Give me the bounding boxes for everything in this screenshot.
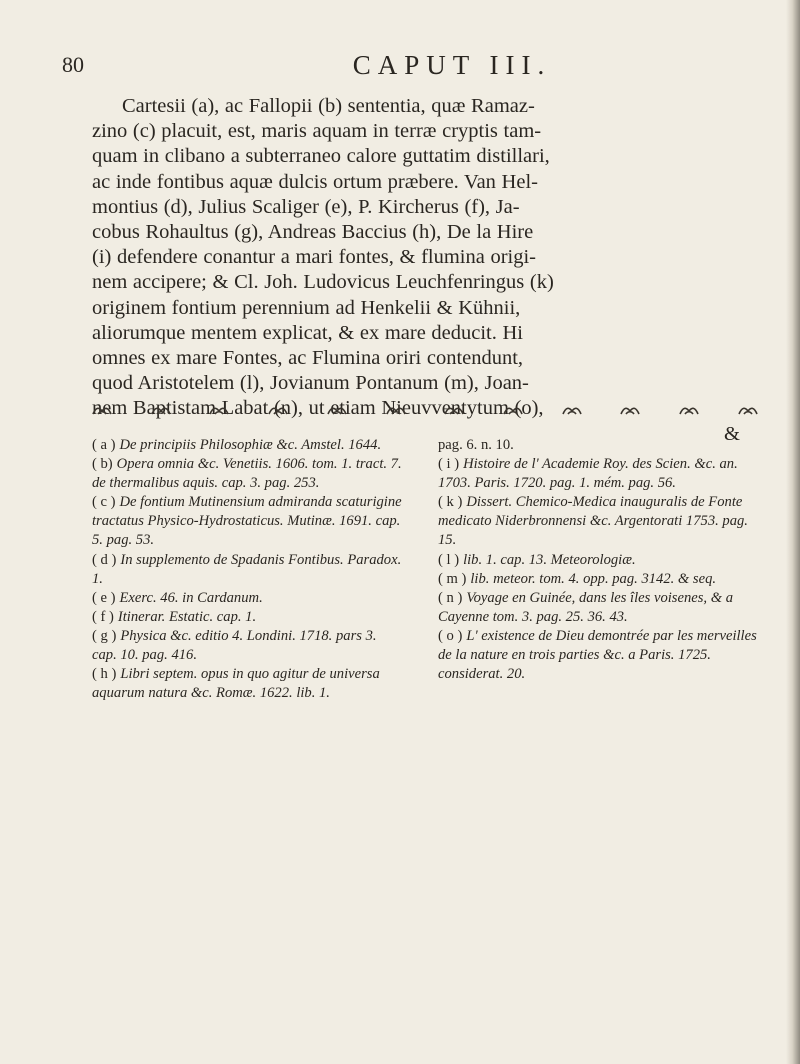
footnote <box>438 493 758 550</box>
text-line: cobus Rohaultus (g), Andreas Baccius (h), De la Hire <box>92 221 534 244</box>
text-line: Cartesii (a), ac Fallopii (b) sententia, quæ Ramaz- <box>122 95 535 117</box>
text-line: quam in clibano a subterraneo calore guttatim distillari, <box>92 145 550 168</box>
text-line: aliorumque mentem explicat, & ex mare deducit. Hi <box>92 321 524 344</box>
footnote-text: Opera omnia &c. Venetiis. 1606. tom. 1. tract. 7. de thermalibus aquis. cap. 3. pag. 253. <box>92 456 402 492</box>
footnote-label: ( n ) <box>438 589 463 606</box>
text-line: zino (c) placuit, est, maris aquam in terræ cryptis tam- <box>92 120 542 143</box>
footnote-text: Histoire de l' Academie Roy. des Scien. &c. an. 1703. Paris. 1720. pag. 1. mém. pag. 56. <box>438 456 738 492</box>
fleuron-ornament-icon <box>92 405 112 417</box>
fleuron-ornament-icon <box>444 405 464 417</box>
footnote-text: Voyage en Guinée, dans les îles voisenes, & a Cayenne tom. 3. pag. 25. 36. 43. <box>438 589 734 625</box>
fleuron-ornament-icon <box>679 405 699 417</box>
text-line: montius (d), Julius Scaliger (e), P. Kircherus (f), Ja- <box>92 195 520 218</box>
page-header <box>62 52 762 86</box>
footnote <box>92 551 404 589</box>
footnote-label: ( k ) <box>438 494 463 511</box>
footnote-label: ( g ) <box>92 627 117 644</box>
footnote <box>438 455 758 493</box>
footnote-text: De fontium Mutinensium admiranda scaturigine tractatus Physico-Hydrostaticus. Mutinæ. 1691. cap. 5. pag. 53. <box>92 494 402 549</box>
footnote-label: ( i ) <box>438 456 460 473</box>
footnote-label: ( l ) <box>438 551 460 568</box>
fleuron-ornament-icon <box>503 405 523 417</box>
fleuron-ornament-icon <box>738 405 758 417</box>
text-line: originem fontium perennium ad Henkelii & Kühnii, <box>92 296 521 319</box>
footnote <box>438 551 758 570</box>
running-title: CAPUT III. <box>352 50 552 80</box>
footnote-label: ( f ) <box>92 608 114 625</box>
ornament-divider <box>92 405 758 419</box>
text-line: quod Aristotelem (l), Jovianum Pontanum (m), Joan- <box>92 372 529 395</box>
page-number: 80 <box>62 52 84 77</box>
text-line: nem Baptistam Labat (n), ut etiam Nieuvventytum (o), <box>92 397 544 420</box>
footnote-label: ( b) <box>92 456 113 473</box>
fleuron-ornament-icon <box>327 405 347 417</box>
footnote-label: ( o ) <box>438 627 463 644</box>
fleuron-ornament-icon <box>209 405 229 417</box>
text-line: ac inde fontibus aquæ dulcis ortum præbere. Van Hel- <box>92 170 538 193</box>
footnote-text: Dissert. Chemico-Medica inauguralis de Fonte medicato Niderbronnensi &c. Argentorati 1753. pag. 15. <box>438 494 748 549</box>
fleuron-ornament-icon <box>268 405 288 417</box>
footnote <box>92 627 404 665</box>
fleuron-ornament-icon <box>151 405 171 417</box>
main-text-block <box>92 94 752 447</box>
footnote <box>438 570 758 589</box>
footnote-text: In supplemento de Spadanis Fontibus. Paradox. 1. <box>92 551 402 587</box>
footnote-continuation <box>438 436 758 455</box>
fleuron-ornament-icon <box>386 405 406 417</box>
footnotes-right-column <box>438 436 758 684</box>
footnote-label: ( e ) <box>92 589 116 606</box>
footnotes-left-column <box>92 436 404 703</box>
catchword: & <box>724 422 740 445</box>
footnote <box>92 608 404 627</box>
footnote <box>92 493 404 550</box>
footnote-text: lib. 1. cap. 13. Meteorologiæ. <box>463 551 636 568</box>
text-line: (i) defendere conantur a mari fontes, & flumina origi- <box>92 246 537 269</box>
footnote <box>92 455 404 493</box>
page-edge-shadow <box>786 0 800 1064</box>
footnote-text: Itinerar. Estatic. cap. 1. <box>117 608 257 625</box>
footnote-label: ( d ) <box>92 551 117 568</box>
footnote-text: Physica &c. editio 4. Londini. 1718. pars 3. cap. 10. pag. 416. <box>92 627 377 664</box>
fleuron-ornament-icon <box>620 405 640 417</box>
footnote-text: De principiis Philosophiæ &c. Amstel. 1644. <box>119 437 382 453</box>
footnote-text: Libri septem. opus in quo agitur de universa aquarum natura &c. Romæ. 1622. lib. 1. <box>92 666 380 702</box>
text-line: nem accipere; & Cl. Joh. Ludovicus Leuchfenringus (k) <box>92 271 554 294</box>
footnote-label: ( h ) <box>92 666 117 683</box>
footnote-text: Exerc. 46. in Cardanum. <box>119 589 263 606</box>
footnote <box>438 589 758 627</box>
footnote <box>92 589 404 608</box>
footnote <box>92 665 404 703</box>
footnote-label: ( a ) <box>92 437 116 453</box>
footnote <box>438 627 758 684</box>
footnote-text: lib. meteor. tom. 4. opp. pag. 3142. & seq. <box>470 570 717 587</box>
footnote-text: L' existence de Dieu demontrée par les merveilles de la nature en trois parties &c. a Paris. 1725. considerat. 20. <box>438 627 757 683</box>
fleuron-ornament-icon <box>562 405 582 417</box>
footnote-text: pag. 6. n. 10. <box>438 437 514 453</box>
text-line: omnes ex mare Fontes, ac Flumina oriri contendunt, <box>92 347 524 370</box>
footnote <box>92 436 404 455</box>
footnote-label: ( c ) <box>92 494 116 511</box>
footnote-label: ( m ) <box>438 570 467 587</box>
